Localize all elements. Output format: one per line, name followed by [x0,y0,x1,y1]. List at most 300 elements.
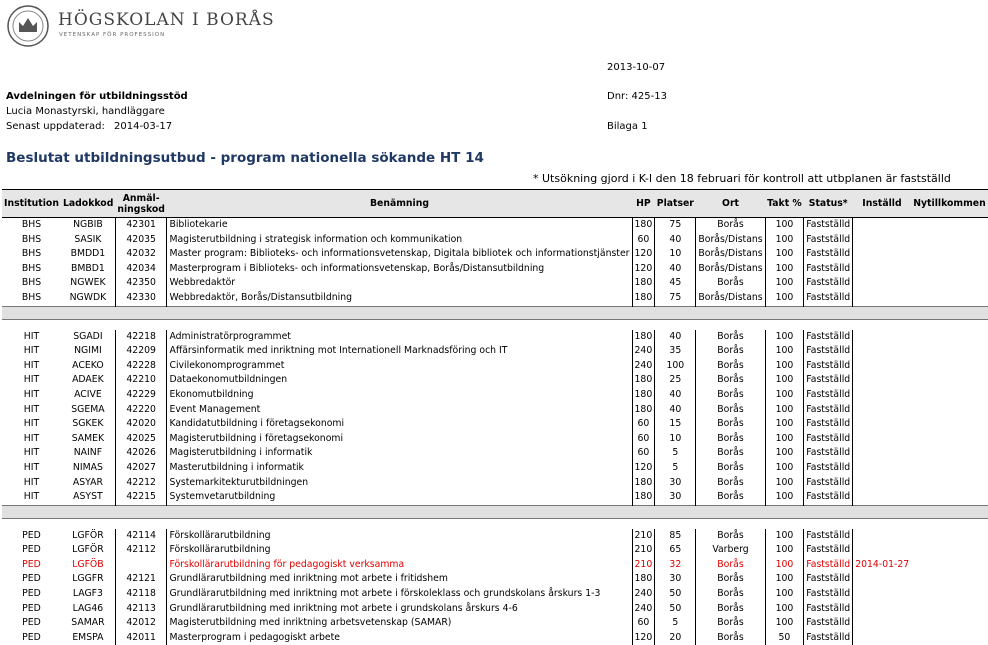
cell-installd [853,291,912,306]
cell-status: Fastställd [804,558,853,573]
table-row [2,330,988,345]
cell-hp: 210 [632,543,655,558]
separator-cell [911,306,987,319]
cell-anmalningskod: 42113 [115,602,167,617]
cell-status: Fastställd [804,616,853,631]
spacer-cell [167,319,632,330]
cell-ort: Borås [696,373,765,388]
table-row [2,616,988,631]
cell-installd [853,543,912,558]
cell-ort: Borås/Distans [696,247,765,262]
cell-benamning: Ekonomutbildning [167,388,632,403]
table-row [2,233,988,248]
cell-nytillkommen [911,388,987,403]
cell-institution: PED [22,558,41,570]
table-row [2,432,988,447]
cell-takt: 100 [765,388,804,403]
cell-benamning: Administratörprogrammet [167,330,632,345]
table-row [2,262,988,277]
cell-benamning: Masterprogram i Biblioteks- och informationsvetenskap, Borås/Distansutbildning [167,262,632,277]
cell-nytillkommen [911,616,987,631]
cell-installd: 2014-01-27 [853,558,912,573]
cell-ort: Borås/Distans [696,262,765,277]
cell-takt: 100 [765,446,804,461]
separator-cell [804,505,853,518]
cell-nytillkommen [911,218,987,233]
spacer-cell [911,319,987,330]
cell-ladokkod: NGBIB [73,219,103,230]
table-row [2,403,988,418]
cell-ladokkod: SASIK [74,233,102,245]
cell-status: Fastställd [804,461,853,476]
cell-institution: HIT [23,447,40,459]
spacer-cell [853,518,912,529]
table-row [2,572,988,587]
cell-takt: 100 [765,276,804,291]
cell-benamning: Webbredaktör, Borås/Distansutbildning [167,291,632,306]
cell-anmalningskod: 42034 [115,262,167,277]
cell-status: Fastställd [804,432,853,447]
cell-anmalningskod: 42114 [115,529,167,544]
cell-hp: 210 [632,529,655,544]
spacer-cell [696,518,765,529]
cell-status: Fastställd [804,543,853,558]
cell-benamning: Systemarkitekturutbildningen [167,476,632,491]
cell-installd [853,587,912,602]
cell-anmalningskod: 42228 [115,359,167,374]
separator-cell [911,505,987,518]
cell-institution: HIT [23,476,40,488]
table-row [2,490,988,505]
cell-nytillkommen [911,359,987,374]
separator-cell [655,505,696,518]
cell-hp: 240 [632,587,655,602]
cell-benamning: Grundlärarutbildning med inriktning mot arbete i förskoleklass och grundskolans årskurs 1-3 [167,587,632,602]
table-row [2,373,988,388]
separator-cell [696,306,765,319]
cell-ladokkod: SAMAR [71,617,105,629]
cell-nytillkommen [911,529,987,544]
cell-hp: 60 [632,417,655,432]
administrator: Lucia Monastyrski, handläggare [6,106,165,117]
cell-benamning: Förskollärarutbildning för pedagogiskt verksamma [167,558,632,573]
cell-installd [853,602,912,617]
cell-installd [853,446,912,461]
cell-platser: 50 [655,587,696,602]
cell-nytillkommen [911,373,987,388]
crown-seal-icon [6,4,50,48]
cell-ladokkod: SGKEK [72,418,104,430]
cell-hp: 180 [632,572,655,587]
cell-nytillkommen [911,490,987,505]
cell-anmalningskod: 42026 [115,446,167,461]
cell-benamning: Kandidatutbildning i företagsekonomi [167,417,632,432]
dnr: Dnr: 425-13 [607,91,667,102]
cell-platser: 30 [655,572,696,587]
cell-ladokkod: ASYAR [72,476,103,488]
cell-takt: 100 [765,558,804,573]
cell-takt: 100 [765,616,804,631]
cell-takt: 100 [765,490,804,505]
spacer-cell [61,319,115,330]
logo-name: HÖGSKOLAN I BORÅS [58,10,275,30]
cell-takt: 50 [765,631,804,645]
cell-institution: HIT [23,461,40,473]
cell-installd [853,330,912,345]
cell-hp: 180 [632,330,655,345]
cell-benamning: Grundlärarutbildning med inriktning mot arbete i grundskolans årskurs 4-6 [167,602,632,617]
separator-cell [2,306,61,319]
cell-ort: Borås [696,344,765,359]
cell-institution: PED [22,588,41,600]
cell-benamning: Magisterutbildning i företagsekonomi [167,432,632,447]
cell-takt: 100 [765,291,804,306]
cell-hp: 180 [632,373,655,388]
cell-platser: 5 [655,446,696,461]
cell-ort: Borås [696,602,765,617]
cell-hp: 180 [632,291,655,306]
table-row [2,543,988,558]
cell-benamning: Magisterutbildning i informatik [167,446,632,461]
cell-nytillkommen [911,558,987,573]
cell-status: Fastställd [804,330,853,345]
separator-cell [632,505,655,518]
cell-hp: 240 [632,344,655,359]
cell-installd [853,262,912,277]
group-separator [2,306,988,319]
cell-status: Fastställd [804,602,853,617]
cell-benamning: Event Management [167,403,632,418]
table-row [2,247,988,262]
cell-takt: 100 [765,233,804,248]
cell-hp: 180 [632,276,655,291]
cell-benamning: Master program: Biblioteks- och informationsvetenskap, Digitala bibliotek och informationstjänster [167,247,632,262]
cell-hp: 180 [632,490,655,505]
cell-anmalningskod: 42220 [115,403,167,418]
search-note: * Utsökning gjord i K-I den 18 februari för kontroll att utbplanen är fastställd [533,172,951,185]
cell-nytillkommen [911,446,987,461]
cell-benamning: Förskollärarutbildning [167,529,632,544]
separator-cell [655,306,696,319]
cell-institution: PED [22,617,41,629]
attachment-label: Bilaga 1 [607,121,648,132]
separator-cell [167,505,632,518]
cell-ladokkod: LAGF3 [72,588,103,600]
cell-ort: Borås [696,476,765,491]
cell-ort: Borås [696,403,765,418]
cell-hp: 180 [632,476,655,491]
cell-anmalningskod: 42218 [115,330,167,345]
cell-institution: HIT [23,330,40,342]
cell-institution: PED [22,602,41,614]
cell-nytillkommen [911,417,987,432]
cell-takt: 100 [765,403,804,418]
cell-ort: Borås [696,432,765,447]
cell-institution: PED [22,529,41,541]
cell-ladokkod: LGFÖB [72,558,104,570]
cell-ladokkod: NGWDK [69,291,107,303]
cell-takt: 100 [765,572,804,587]
cell-nytillkommen [911,476,987,491]
table-row [2,276,988,291]
cell-takt: 100 [765,330,804,345]
col-benamning: Benämning [167,190,632,218]
cell-installd [853,403,912,418]
cell-hp: 120 [632,262,655,277]
document-date: 2013-10-07 [607,62,666,73]
cell-nytillkommen [911,461,987,476]
cell-nytillkommen [911,432,987,447]
cell-nytillkommen [911,330,987,345]
cell-institution: HIT [23,418,40,430]
cell-nytillkommen [911,572,987,587]
cell-platser: 5 [655,461,696,476]
cell-hp: 60 [632,616,655,631]
cell-installd [853,432,912,447]
cell-anmalningskod: 42215 [115,490,167,505]
spacer-cell [853,319,912,330]
cell-ort: Borås/Distans [696,233,765,248]
cell-benamning: Masterutbildning i informatik [167,461,632,476]
cell-status: Fastställd [804,403,853,418]
separator-cell [115,505,167,518]
cell-ort: Borås [696,276,765,291]
separator-cell [765,306,804,319]
cell-status: Fastställd [804,262,853,277]
cell-benamning: Webbredaktör [167,276,632,291]
cell-anmalningskod: 42301 [115,218,167,233]
cell-benamning: Förskollärarutbildning [167,543,632,558]
cell-installd [853,388,912,403]
cell-ort: Borås [696,330,765,345]
separator-cell [804,306,853,319]
cell-platser: 30 [655,490,696,505]
spacer-cell [655,518,696,529]
cell-anmalningskod [115,558,167,573]
separator-cell [167,306,632,319]
spacer-cell [61,518,115,529]
cell-anmalningskod: 42032 [115,247,167,262]
cell-installd [853,247,912,262]
cell-takt: 100 [765,461,804,476]
cell-anmalningskod: 42112 [115,543,167,558]
cell-ort: Varberg [696,543,765,558]
group-spacer [2,518,988,529]
cell-installd [853,218,912,233]
spacer-cell [115,518,167,529]
cell-nytillkommen [911,344,987,359]
cell-nytillkommen [911,543,987,558]
cell-institution: HIT [23,491,40,503]
cell-anmalningskod: 42027 [115,461,167,476]
cell-nytillkommen [911,602,987,617]
cell-anmalningskod: 42350 [115,276,167,291]
cell-platser: 40 [655,330,696,345]
cell-anmalningskod: 42035 [115,233,167,248]
page-title: Beslutat utbildningsutbud - program nationella sökande HT 14 [6,150,484,166]
cell-platser: 10 [655,247,696,262]
cell-ort: Borås [696,446,765,461]
cell-ladokkod: ACEKO [72,359,104,371]
cell-ladokkod: LGGFR [72,573,104,585]
cell-platser: 85 [655,529,696,544]
cell-ort: Borås [696,490,765,505]
cell-benamning: Affärsinformatik med inriktning mot Internationell Marknadsföring och IT [167,344,632,359]
cell-institution: PED [22,573,41,585]
cell-takt: 100 [765,602,804,617]
cell-hp: 120 [632,631,655,645]
cell-anmalningskod: 42118 [115,587,167,602]
cell-hp: 240 [632,359,655,374]
cell-platser: 75 [655,218,696,233]
table-row [2,218,988,233]
cell-nytillkommen [911,233,987,248]
cell-ort: Borås [696,218,765,233]
table-row [2,558,988,573]
table-row [2,344,988,359]
cell-ladokkod: ASYST [73,491,103,503]
col-platser: Platser [655,190,696,218]
cell-institution: BHS [21,248,42,260]
cell-nytillkommen [911,291,987,306]
cell-ladokkod: LGFÖR [72,529,104,541]
cell-ort: Borås [696,359,765,374]
group-spacer [2,319,988,330]
cell-ladokkod: SGADI [73,330,103,342]
cell-takt: 100 [765,476,804,491]
cell-hp: 180 [632,218,655,233]
cell-benamning: Bibliotekarie [167,218,632,233]
cell-hp: 180 [632,388,655,403]
cell-takt: 100 [765,529,804,544]
cell-status: Fastställd [804,572,853,587]
spacer-cell [2,319,61,330]
cell-anmalningskod: 42121 [115,572,167,587]
cell-platser: 65 [655,543,696,558]
cell-institution: BHS [21,262,42,274]
cell-status: Fastställd [804,490,853,505]
cell-ladokkod: BMBD1 [70,262,105,274]
cell-takt: 100 [765,344,804,359]
cell-nytillkommen [911,403,987,418]
cell-installd [853,417,912,432]
cell-takt: 100 [765,262,804,277]
cell-ort: Borås [696,587,765,602]
col-installd: Inställd [853,190,912,218]
cell-installd [853,616,912,631]
cell-anmalningskod: 42025 [115,432,167,447]
cell-takt: 100 [765,417,804,432]
cell-status: Fastställd [804,344,853,359]
cell-ladokkod: ADAEK [72,374,104,386]
cell-ladokkod: ACIVE [74,388,102,400]
cell-platser: 40 [655,388,696,403]
cell-benamning: Magisterutbildning med inriktning arbetsvetenskap (SAMAR) [167,616,632,631]
cell-hp: 60 [632,446,655,461]
cell-status: Fastställd [804,587,853,602]
cell-anmalningskod: 42212 [115,476,167,491]
cell-ort: Borås [696,388,765,403]
table-row [2,587,988,602]
cell-institution: HIT [23,403,40,415]
cell-institution: BHS [21,219,42,230]
cell-installd [853,233,912,248]
table-row [2,446,988,461]
cell-anmalningskod: 42020 [115,417,167,432]
cell-hp: 60 [632,233,655,248]
cell-benamning: Dataekonomutbildningen [167,373,632,388]
cell-institution: HIT [23,388,40,400]
cell-takt: 100 [765,247,804,262]
separator-cell [632,306,655,319]
col-anmal-line2: ningskod [117,203,165,215]
col-hp: HP [632,190,655,218]
table-row [2,291,988,306]
cell-platser: 35 [655,344,696,359]
table-row [2,388,988,403]
col-anmal-line1: Anmäl- [122,192,160,204]
cell-anmalningskod: 42011 [115,631,167,645]
logo-tagline: VETENSKAP FÖR PROFESSION [59,32,166,38]
table-header-row [2,190,988,218]
spacer-cell [167,518,632,529]
cell-platser: 30 [655,476,696,491]
cell-institution: HIT [23,374,40,386]
col-status: Status* [804,190,853,218]
cell-ort: Borås [696,461,765,476]
separator-cell [696,505,765,518]
cell-ladokkod: LGFÖR [72,544,104,556]
table-row [2,461,988,476]
cell-platser: 20 [655,631,696,645]
col-institution: Institution [2,190,61,218]
cell-benamning: Masterprogram i pedagogiskt arbete [167,631,632,645]
cell-nytillkommen [911,262,987,277]
separator-cell [61,505,115,518]
cell-status: Fastställd [804,631,853,645]
cell-anmalningskod: 42209 [115,344,167,359]
cell-ort: Borås [696,529,765,544]
cell-status: Fastställd [804,476,853,491]
cell-platser: 25 [655,373,696,388]
table-row [2,529,988,544]
cell-anmalningskod: 42229 [115,388,167,403]
cell-nytillkommen [911,276,987,291]
cell-ladokkod: NIMAS [72,461,103,473]
spacer-cell [115,319,167,330]
cell-institution: HIT [23,432,40,444]
cell-ort: Borås [696,417,765,432]
cell-status: Fastställd [804,218,853,233]
cell-ladokkod: LAG46 [72,602,104,614]
cell-takt: 100 [765,432,804,447]
cell-ladokkod: BMDD1 [70,248,106,260]
cell-benamning: Systemvetarutbildning [167,490,632,505]
cell-installd [853,476,912,491]
cell-platser: 5 [655,616,696,631]
university-logo [6,4,275,48]
col-takt: Takt % [765,190,804,218]
cell-status: Fastställd [804,417,853,432]
cell-platser: 50 [655,602,696,617]
cell-ladokkod: NAINF [73,447,103,459]
spacer-cell [632,319,655,330]
cell-anmalningskod: 42330 [115,291,167,306]
separator-cell [853,306,912,319]
spacer-cell [632,518,655,529]
spacer-cell [696,319,765,330]
group-separator [2,505,988,518]
